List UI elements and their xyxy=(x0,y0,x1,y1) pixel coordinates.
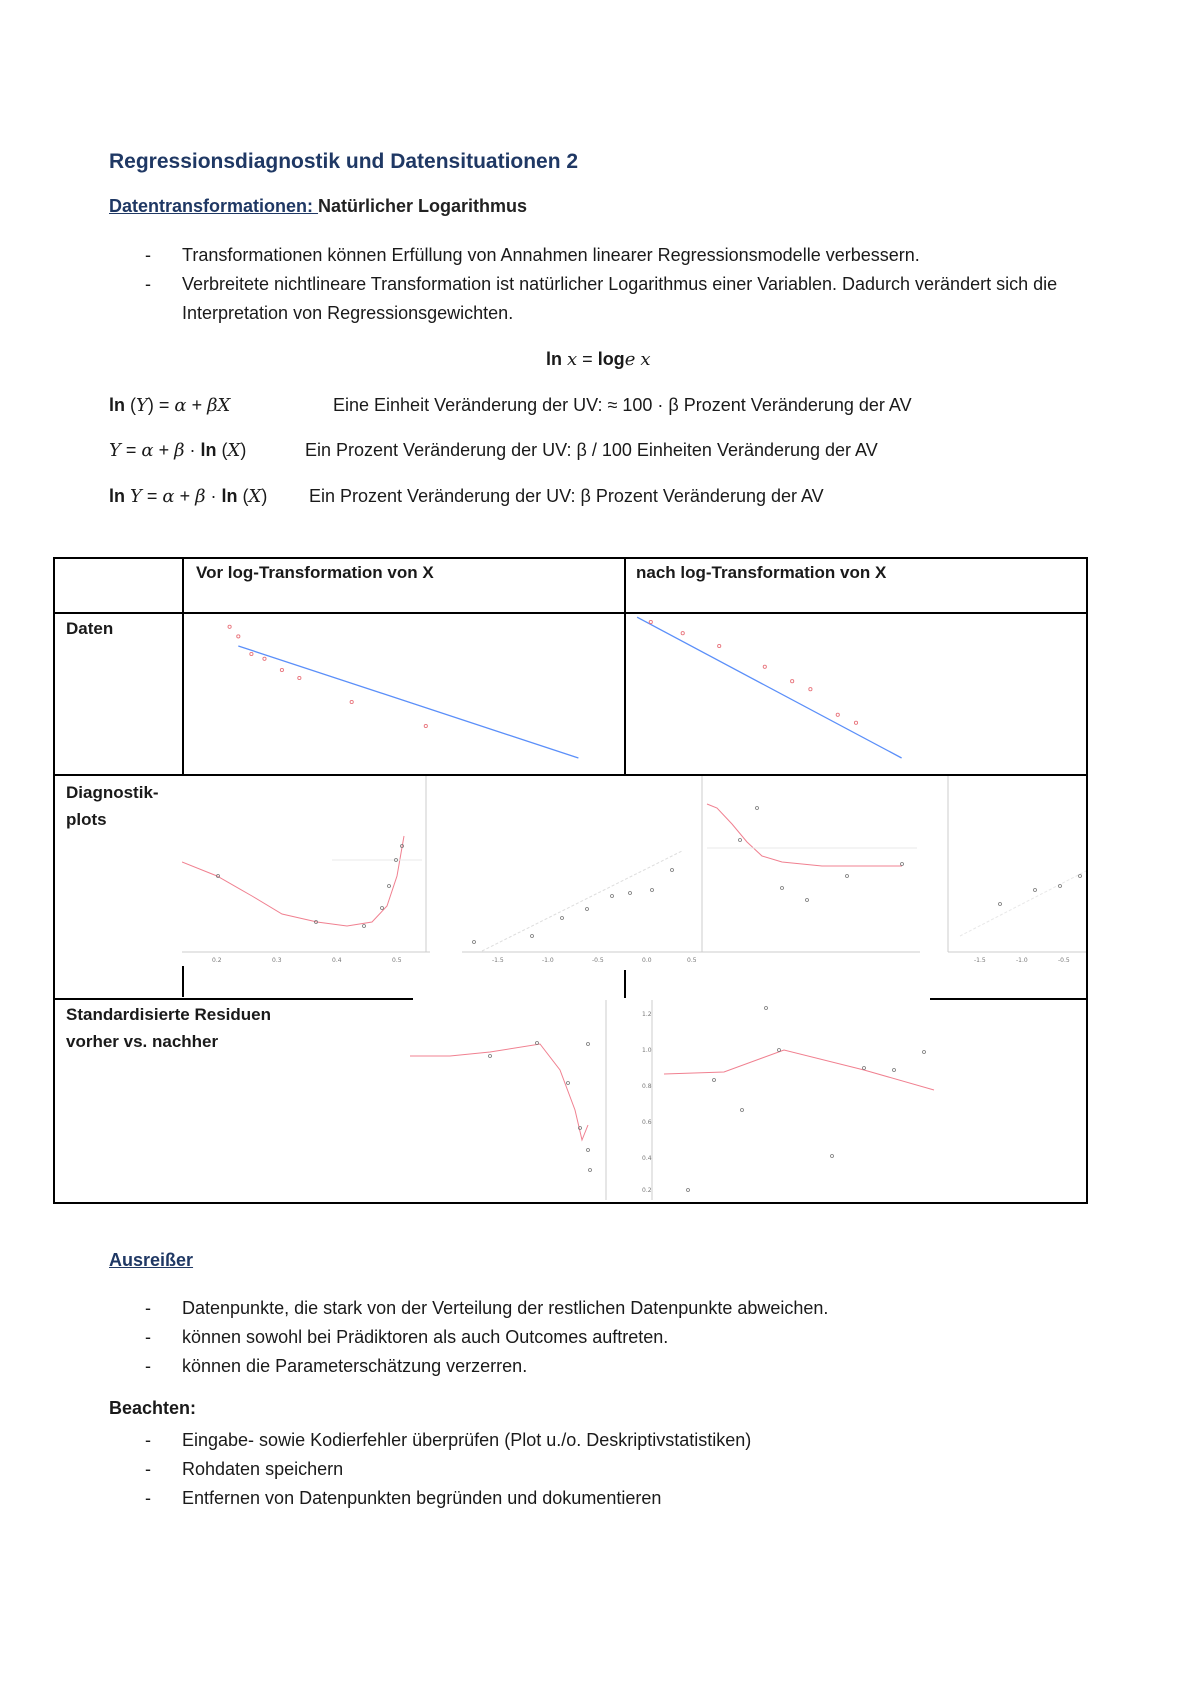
svg-text:-1.5: -1.5 xyxy=(974,957,986,964)
formula-1: ln (Y) = α + βX xyxy=(109,395,231,416)
formula-3: ln Y = α + β · ln (X) xyxy=(109,486,268,507)
svg-text:0.3: 0.3 xyxy=(272,957,282,964)
list-item: - Eingabe- sowie Kodierfehler überprüfen (Plot u./o. Deskriptivstatistiken) xyxy=(145,1430,752,1450)
svg-text:-0.5: -0.5 xyxy=(1058,957,1070,964)
table-border-bottom xyxy=(53,1202,1088,1204)
svg-text:0.4: 0.4 xyxy=(642,1155,652,1162)
notes-list xyxy=(109,1426,1069,1513)
formula-2: Y = α + β · ln (X) xyxy=(109,440,247,461)
residual-plot-before xyxy=(410,1000,610,1200)
diagnostic-plot-3 xyxy=(940,776,1086,966)
formula-2-interpretation: Ein Prozent Veränderung der UV: β / 100 Einheiten Veränderung der AV xyxy=(305,440,878,460)
svg-text:0.4: 0.4 xyxy=(332,957,342,964)
row-label-data: Daten xyxy=(66,619,114,638)
formula-3-interpretation: Ein Prozent Veränderung der UV: β Prozent Veränderung der AV xyxy=(309,486,824,506)
svg-text:0.5: 0.5 xyxy=(392,957,402,964)
outliers-list xyxy=(109,1294,1069,1381)
intro-list xyxy=(109,241,1059,328)
svg-text:-1.0: -1.0 xyxy=(1016,957,1028,964)
svg-text:-0.5: -0.5 xyxy=(592,957,604,964)
list-item: - können die Parameterschätzung verzerren. xyxy=(145,1356,528,1376)
table-col-divider xyxy=(182,557,184,776)
svg-text:0.2: 0.2 xyxy=(212,957,222,964)
list-item: - Entfernen von Datenpunkten begründen und dokumentieren xyxy=(145,1488,662,1508)
list-item: - Verbreitete nichtlineare Transformation ist natürlicher Logarithmus einer Variablen. Dadurch verändert sich die Interpretation von Regressionsgewichten. xyxy=(145,274,1058,323)
transformations-subtitle: Natürlicher Logarithmus xyxy=(318,196,528,216)
notes-heading: Beachten: xyxy=(109,1398,197,1418)
ln-definition: ln x = loge x xyxy=(546,349,651,370)
formula-1-interpretation: Eine Einheit Veränderung der UV: ≈ 100 · β Prozent Veränderung der AV xyxy=(333,395,912,415)
data-plot-before xyxy=(186,614,622,774)
svg-text:0.2: 0.2 xyxy=(642,1187,652,1194)
svg-text:1.0: 1.0 xyxy=(642,1047,652,1054)
residual-plot-after xyxy=(614,1000,1084,1200)
svg-text:0.8: 0.8 xyxy=(642,1083,652,1090)
svg-text:0.5: 0.5 xyxy=(687,957,697,964)
column-header-after: nach log-Transformation von X xyxy=(636,563,887,582)
table-row-divider xyxy=(53,998,413,1000)
list-item: - Datenpunkte, die stark von der Verteilung der restlichen Datenpunkte abweichen. xyxy=(145,1298,829,1318)
list-item: - können sowohl bei Prädiktoren als auch Outcomes auftreten. xyxy=(145,1327,669,1347)
table-border-left xyxy=(53,557,55,1204)
page-title: Regressionsdiagnostik und Datensituationen 2 xyxy=(109,150,579,173)
column-header-before: Vor log-Transformation von X xyxy=(196,563,434,582)
diagnostic-plot-1 xyxy=(182,776,430,966)
svg-text:-1.0: -1.0 xyxy=(542,957,554,964)
table-col-divider xyxy=(624,557,626,776)
section-heading-transformations xyxy=(109,196,527,217)
svg-text:1.2: 1.2 xyxy=(642,1011,652,1018)
svg-text:0.6: 0.6 xyxy=(642,1119,652,1126)
data-plot-after xyxy=(628,614,1084,774)
table-col-divider xyxy=(624,970,626,998)
diagnostic-plot-2 xyxy=(462,776,920,966)
svg-text:0.0: 0.0 xyxy=(642,957,652,964)
row-label-residuals: Standardisierte Residuen vorher vs. nachher xyxy=(66,1005,272,1051)
table-border-right xyxy=(1086,557,1088,1204)
outliers-heading-link[interactable]: Ausreißer xyxy=(109,1250,194,1270)
row-label-diagnostics: Diagnostik- plots xyxy=(66,783,159,829)
list-item: - Transformationen können Erfüllung von Annahmen linearer Regressionsmodelle verbessern. xyxy=(145,245,920,265)
list-item: - Rohdaten speichern xyxy=(145,1459,344,1479)
svg-text:-1.5: -1.5 xyxy=(492,957,504,964)
transformations-link[interactable]: Datentransformationen: xyxy=(109,196,319,216)
